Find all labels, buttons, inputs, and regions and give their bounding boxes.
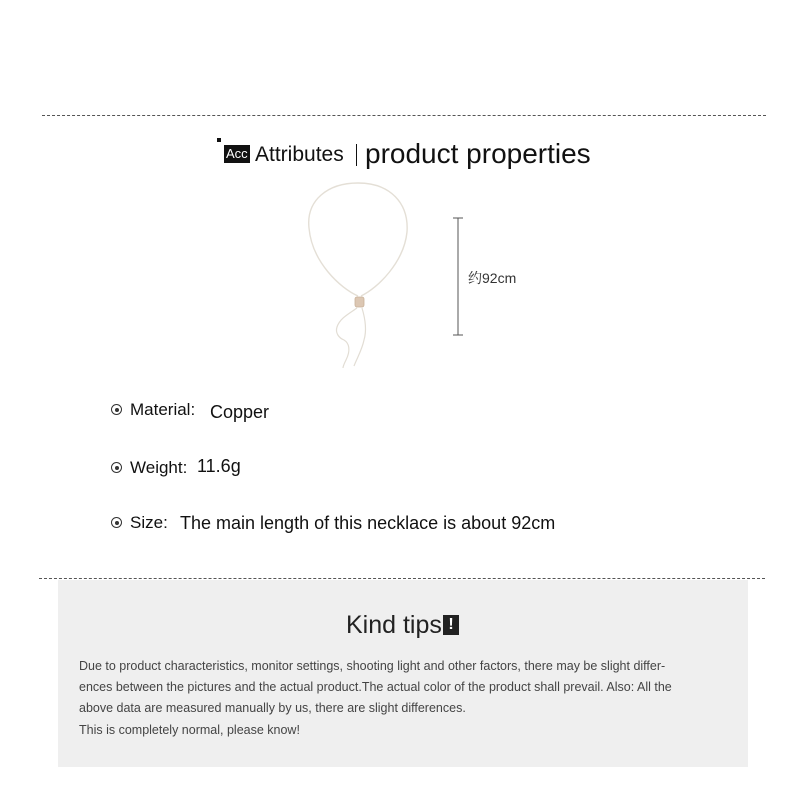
kind-tips-line: Due to product characteristics, monitor settings, shooting light and other factors, there may be slight differ- xyxy=(79,659,666,673)
spec-label: Size: xyxy=(130,513,168,532)
exclamation-icon: ! xyxy=(443,615,459,635)
dimension-indicator xyxy=(453,218,463,335)
spec-value: The main length of this necklace is about 92cm xyxy=(180,513,556,533)
kind-tips-title: Kind tips xyxy=(346,611,442,639)
spec-value: Copper xyxy=(210,402,270,422)
necklace-image xyxy=(309,183,407,368)
page-title: product properties xyxy=(365,138,591,169)
kind-tips-line: ences between the pictures and the actual product.The actual color of the product shall prevail. Also: All the xyxy=(79,680,672,694)
header-attributes-label: Attributes xyxy=(255,143,344,166)
target-bullet-icon xyxy=(111,404,122,415)
kind-tips-line: above data are measured manually by us, there are slight differences. xyxy=(79,701,466,715)
spec-value: 11.6g xyxy=(197,456,241,476)
spec-label: Weight: xyxy=(130,458,188,477)
bottom-divider xyxy=(39,578,765,579)
header-badge: Acc xyxy=(226,146,248,161)
kind-tips-line: This is completely normal, please know! xyxy=(79,723,300,737)
target-bullet-icon xyxy=(111,517,122,528)
dimension-label: 约92cm xyxy=(468,270,517,286)
spec-label: Material: xyxy=(130,400,196,419)
target-bullet-icon xyxy=(111,462,122,473)
